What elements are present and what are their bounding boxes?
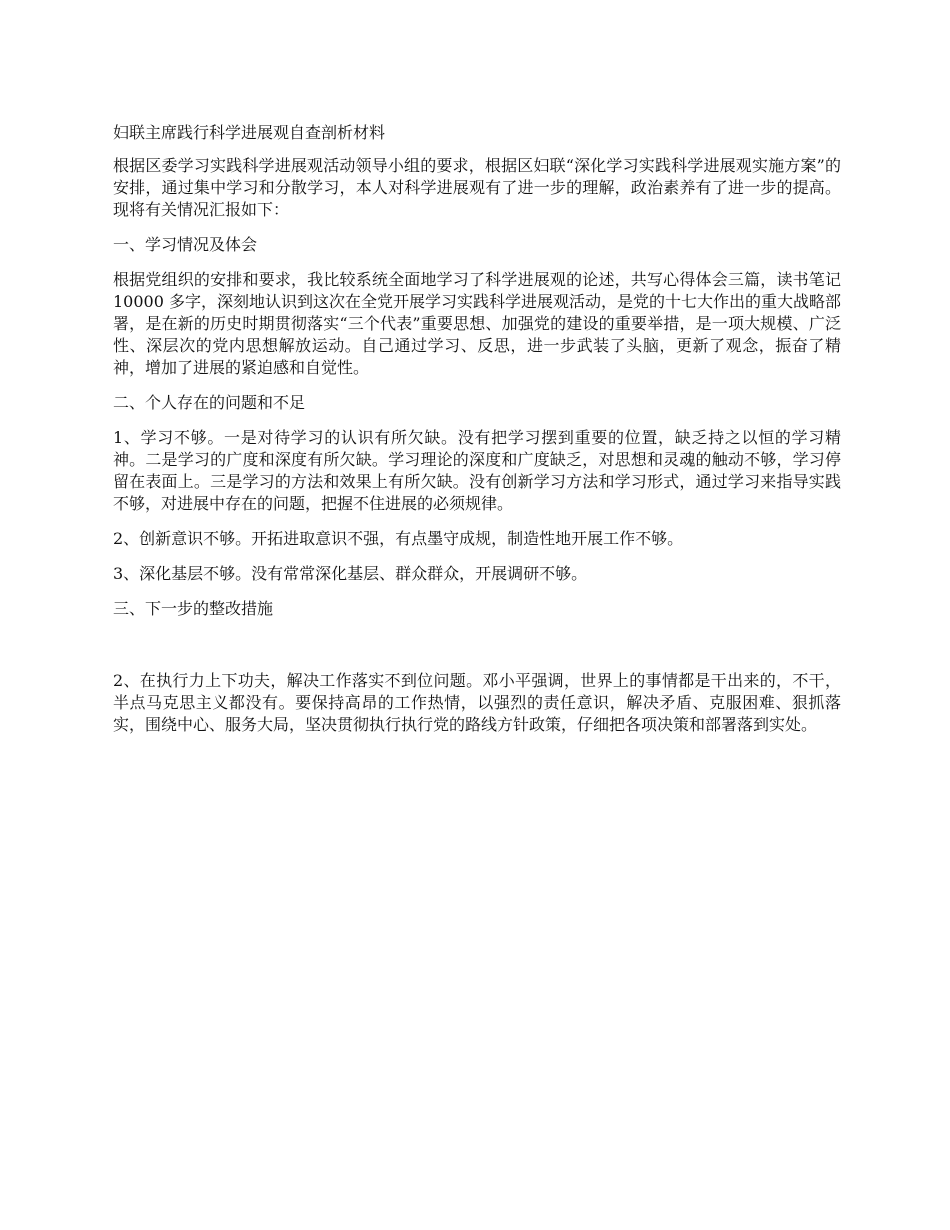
measure-item-2: 2、在执行力上下功夫，解决工作落实不到位问题。邓小平强调，世界上的事情都是干出来的，不干，半点马克思主义都没有。要保持高昂的工作热情，以强烈的责任意识，解决矛盾、克服困难、狠抓落实，围绕中心、服务大局，坚决贯彻执行执行党的路线方针政策，仔细把各项决策和部署落到实处。 [113, 671, 841, 734]
problem-item-2: 2、创新意识不够。开拓进取意识不强，有点墨守成规，制造性地开展工作不够。 [113, 529, 684, 548]
section-heading-study: 一、学习情况及体会 [113, 235, 258, 254]
blank-gap [113, 633, 841, 670]
problem-item-1: 1、学习不够。一是对待学习的认识有所欠缺。没有把学习摆到重要的位置，缺乏持之以恒的学习精神。二是学习的广度和深度有所欠缺。学习理论的深度和广度缺乏，对思想和灵魂的触动不够，学习停留在表面上。三是学习的方法和效果上有所欠缺。没有创新学习方法和学习形式，通过学习来指导实践不够，对进展中存在的问题，把握不住进展的必须规律。 [113, 428, 841, 513]
problem-item-3: 3、深化基层不够。没有常常深化基层、群众群众，开展调研不够。 [113, 564, 588, 583]
document-body [113, 122, 847, 749]
section-heading-measures: 三、下一步的整改措施 [113, 599, 274, 618]
section-heading-problems: 二、个人存在的问题和不足 [113, 393, 306, 412]
document-title: 妇联主席践行科学进展观自查剖析材料 [113, 123, 386, 142]
study-paragraph: 根据党组织的安排和要求，我比较系统全面地学习了科学进展观的论述，共写心得体会三篇，读书笔记 10000 多字，深刻地认识到这次在全党开展学习实践科学进展观活动，是党的十七大作出的重大战略部署，是在新的历史时期贯彻落实“三个代表”重要思想、加强党的建设的重要举措，是一项大规模、广泛性、深层次的党内思想解放运动。自己通过学习、反思，进一步武装了头脑，更新了观念，振奋了精神，增加了进展的紧迫感和自觉性。 [113, 270, 847, 377]
intro-paragraph: 根据区委学习实践科学进展观活动领导小组的要求，根据区妇联“深化学习实践科学进展观实施方案”的安排，通过集中学习和分散学习，本人对科学进展观有了进一步的理解，政治素养有了进一步的提高。现将有关情况汇报如下： [113, 156, 841, 219]
